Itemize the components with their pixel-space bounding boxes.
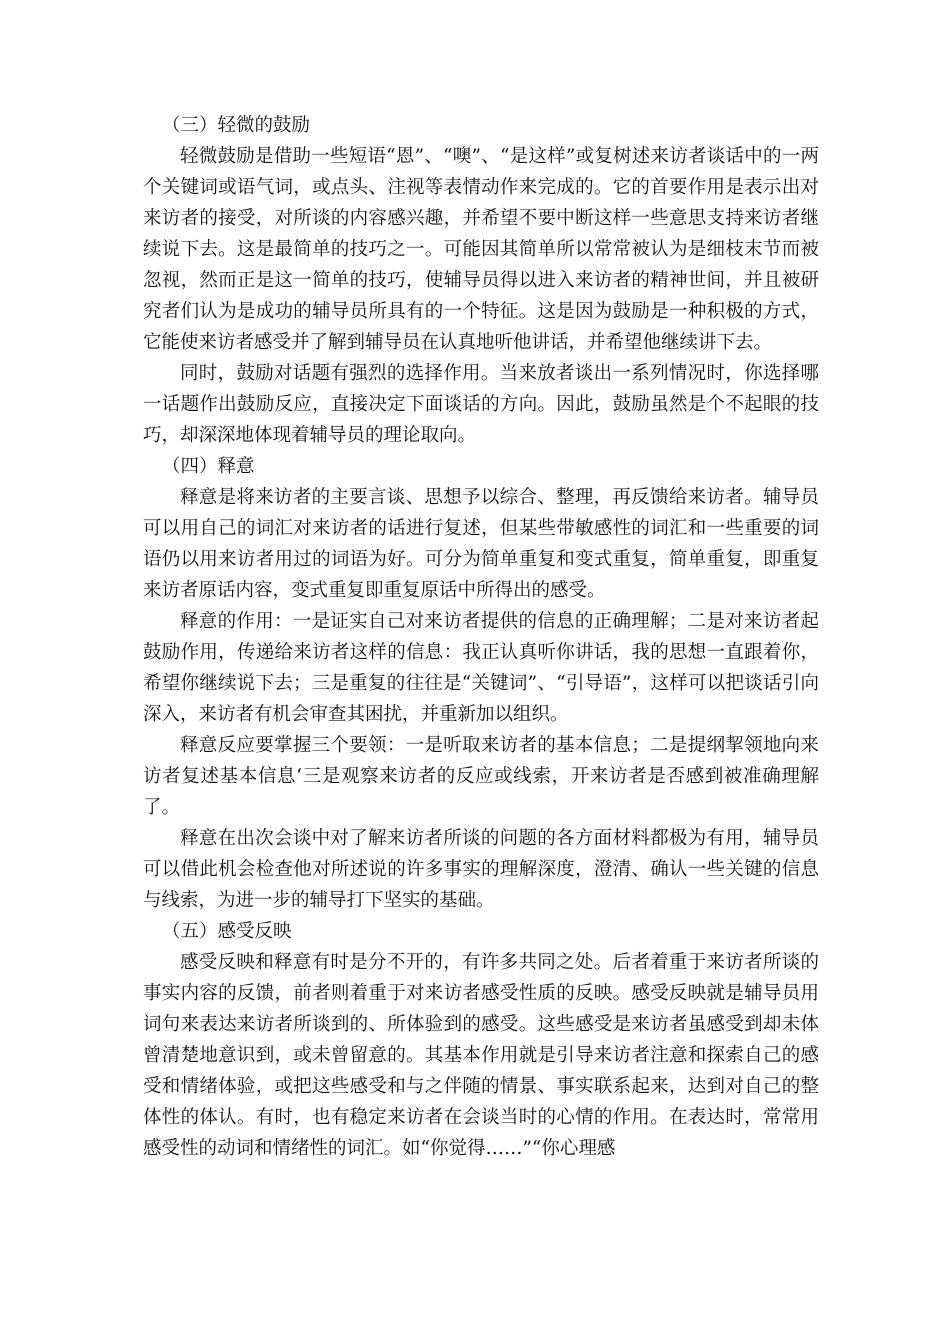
document-body — [143, 110, 819, 1164]
paragraph: 释意的作用：一是证实自己对来访者提供的信息的正确理解；二是对来访者起鼓励作用，传递给来访者这样的信息：我正认真听你讲话，我的思想一直跟着你，希望你继续说下去；三是重复的往往是“关键词”、“引导语”，这样可以把谈话引向深入，来访者有机会审查其困扰，并重新加以组织。 — [143, 611, 819, 725]
section-heading-reflection-of-feeling: （五）感受反映 — [162, 921, 292, 942]
paragraph: 轻微鼓励是借助一些短语“恩”、“噢”、“是这样”或复树述来访者谈话中的一两个关键词或语气词，或点头、注视等表情动作来完成的。它的首要作用是表示出对来访者的接受，对所谈的内容感兴趣，并希望不要中断这样一些意思支持来访者继续说下去。这是最简单的技巧之一。可能因其简单所以常常被认为是细枝末节而被忽视，然而正是这一简单的技巧，使辅导员得以进入来访者的精神世间，并且被研究者们认为是成功的辅导员所具有的一个特征。这是因为鼓励是一种积极的方式，它能使来访者感受并了解到辅导员在认真地听他讲话，并希望他继续讲下去。 — [143, 146, 819, 353]
paragraph: 释意反应要掌握三个要领：一是听取来访者的基本信息；二是提纲挈领地向来访者复述基本信息‘三是观察来访者的反应或线索，开来访者是否感到被准确理解了。 — [143, 735, 819, 818]
paragraph: 同时，鼓励对话题有强烈的选择作用。当来放者谈出一系列情况时，你选择哪一话题作出鼓励反应，直接决定下面谈话的方向。因此，鼓励虽然是个不起眼的技巧，却深深地体现着辅导员的理论取向。 — [143, 363, 819, 446]
paragraph: 释意是将来访者的主要言谈、思想予以综合、整理，再反馈给来访者。辅导员可以用自己的词汇对来访者的话进行复述，但某些带敏感性的词汇和一些重要的词语仍以用来访者用过的词语为好。可分为简单重复和变式重复，简单重复，即重复来访者原话内容，变式重复即重复原话中所得出的感受。 — [143, 487, 819, 601]
paragraph: 感受反映和释意有时是分不开的，有许多共同之处。后者着重于来访者所谈的事实内容的反馈，前者则着重于对来访者感受性质的反映。感受反映就是辅导员用词句来表达来访者所谈到的、所体验到的感受。这些感受是来访者虽感受到却未体曾清楚地意识到，或未曾留意的。其基本作用就是引导来访者注意和探索自己的感受和情绪体验，或把这些感受和与之伴随的情景、事实联系起来，达到对自己的整体性的体认。有时，也有稳定来访者在会谈当时的心情的作用。在表达时，常常用感受性的动词和情绪性的词汇。如“你觉得……”“你心理感 — [143, 952, 819, 1159]
paragraph: 释意在出次会谈中对了解来访者所谈的问题的各方面材料都极为有用，辅导员可以借此机会检查他对所述说的许多事实的理解深度，澄清、确认一些关键的信息与线索，为进一步的辅导打下坚实的基础。 — [143, 828, 819, 911]
section-heading-paraphrase: （四）释意 — [162, 456, 255, 477]
section-heading-encouragement: （三）轻微的鼓励 — [162, 115, 311, 136]
